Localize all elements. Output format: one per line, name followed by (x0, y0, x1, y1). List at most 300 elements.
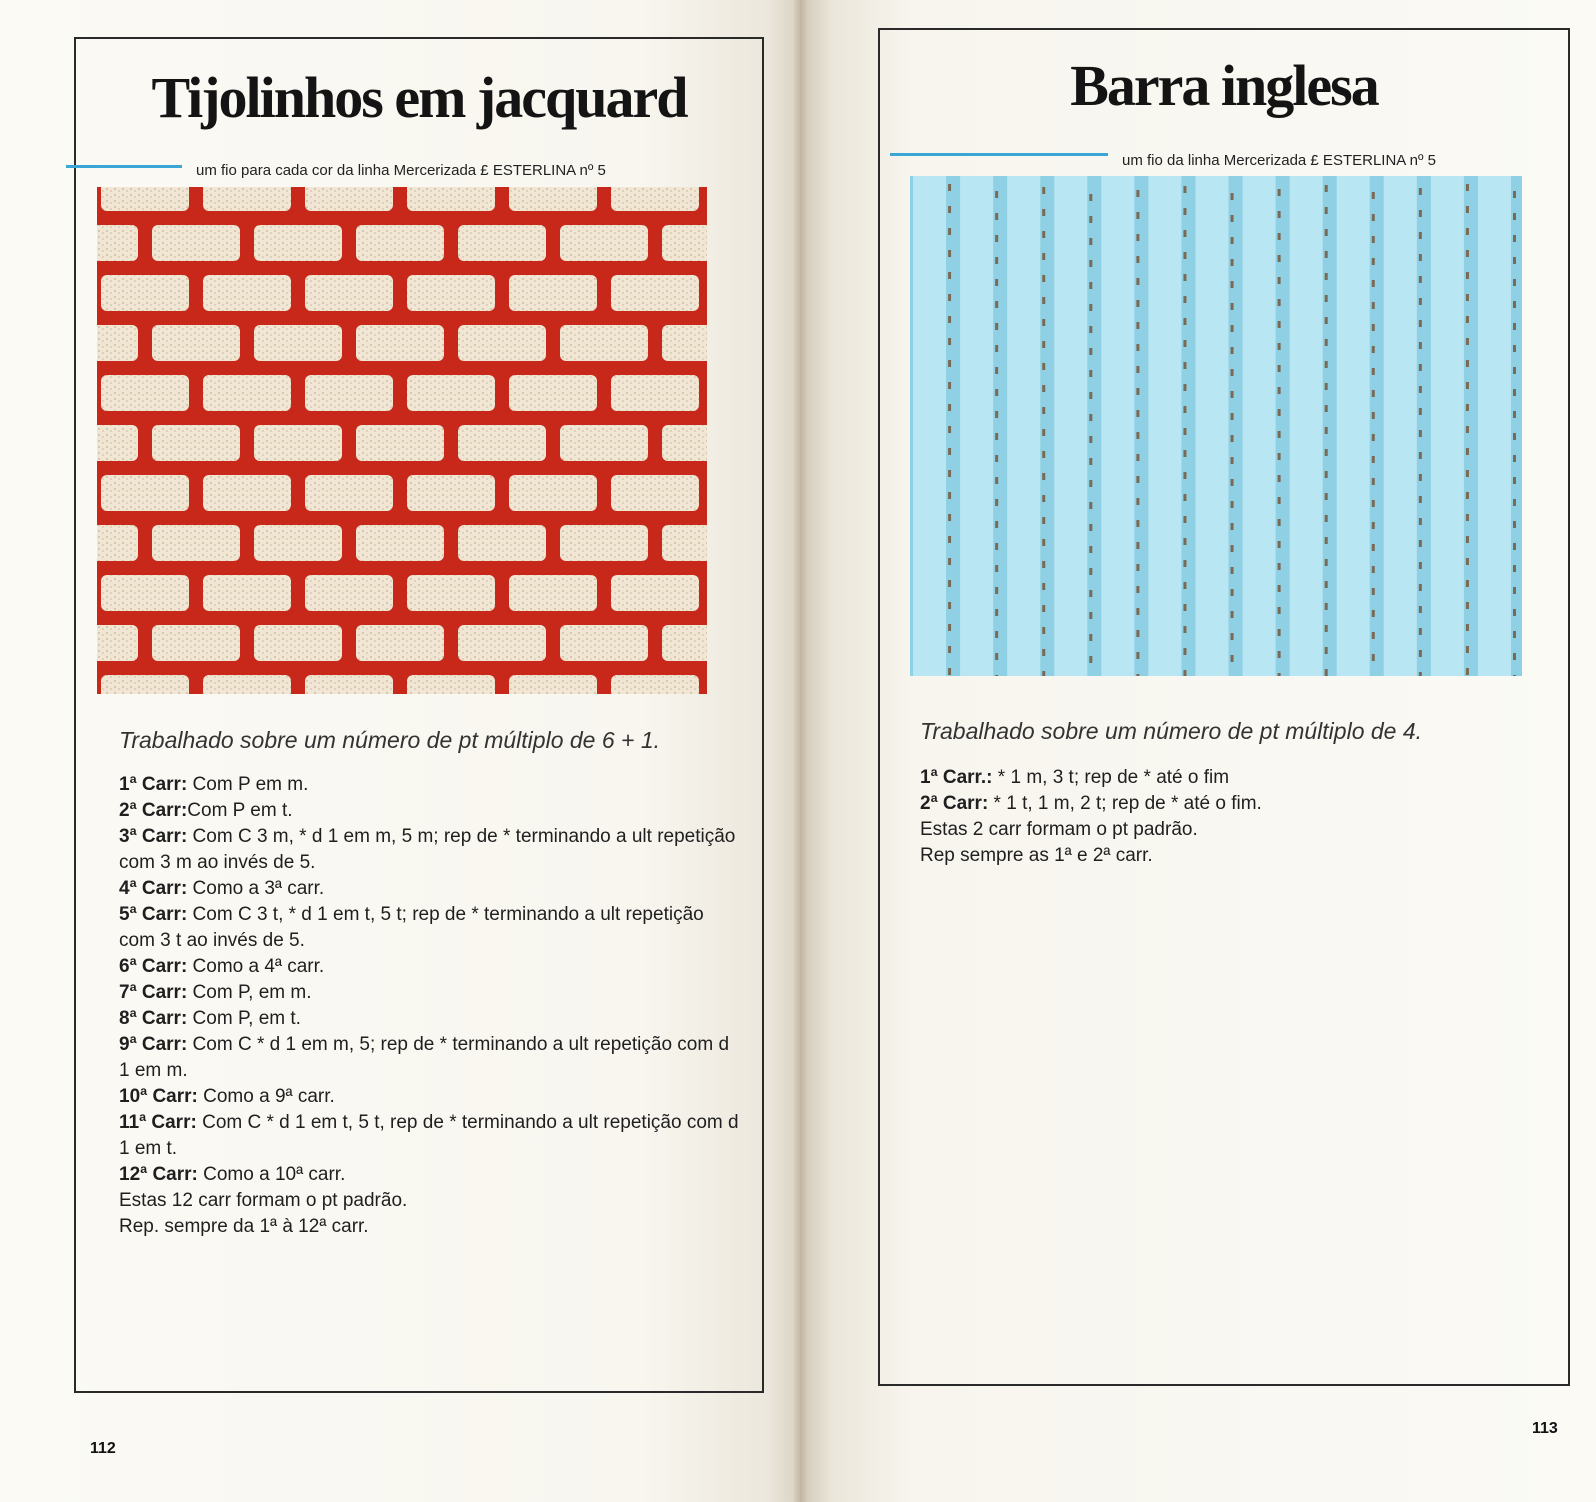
rib-column (1290, 176, 1323, 676)
brick (407, 475, 495, 511)
rib-shadow-stitch (1136, 542, 1139, 549)
rib-shadow-stitch (1089, 194, 1092, 201)
rib-shadow-stitch (1183, 516, 1186, 523)
brick (305, 475, 393, 511)
rib-shadow-stitch (1513, 323, 1516, 330)
rib-shadow-stitch (1042, 671, 1045, 676)
rib-shadow-stitch (1372, 654, 1375, 661)
rib-shadow-stitch (995, 521, 998, 528)
rib-shadow-stitch (948, 426, 951, 433)
brick (152, 325, 240, 361)
rib-shadow-stitch (1466, 602, 1469, 609)
rib-shadow-stitch (1466, 514, 1469, 521)
brick (458, 425, 546, 461)
rib-shadow-stitch (1231, 369, 1234, 376)
row-label: 2ª Carr: (119, 800, 188, 821)
rib-shadow-stitch (948, 206, 951, 213)
rib-shadow-stitch (1042, 407, 1045, 414)
rib-shadow-stitch (1419, 342, 1422, 349)
rib-shadow-stitch (1089, 326, 1092, 333)
rib-shadow-stitch (1042, 187, 1045, 194)
rib-shadow-stitch (1372, 500, 1375, 507)
rib-shadow-stitch (1089, 392, 1092, 399)
row-label: 2ª Carr: (920, 793, 989, 814)
rib-shadow-stitch (1372, 368, 1375, 375)
rib-shadow-stitch (1372, 214, 1375, 221)
brick (97, 225, 138, 261)
rib-shadow-stitch (1466, 228, 1469, 235)
rib-shadow-stitch (1513, 367, 1516, 374)
rib-shadow-stitch (1513, 587, 1516, 594)
rib-shadow-stitch (1136, 366, 1139, 373)
rib-shadow-stitch (1042, 297, 1045, 304)
rib-shadow-stitch (1278, 431, 1281, 438)
rib-column (1431, 176, 1464, 676)
row-text: Como a 10ª carr. (197, 1164, 346, 1185)
rib-shadow-stitch (1089, 348, 1092, 355)
rib-shadow-stitch (1136, 410, 1139, 417)
rib-shadow-stitch (1278, 343, 1281, 350)
instruction-row (119, 1032, 739, 1084)
rib-shadow-stitch (948, 602, 951, 609)
rib-shadow-stitch (948, 580, 951, 587)
rib-shadow-stitch (995, 323, 998, 330)
rib-shadow-stitch (1466, 426, 1469, 433)
rib-shadow-stitch (1231, 347, 1234, 354)
brick (97, 525, 138, 561)
brick (356, 225, 444, 261)
rib-shadow-stitch (1513, 257, 1516, 264)
brick (356, 625, 444, 661)
row-text: * 1 t, 1 m, 2 t; rep de * até o fim. (988, 793, 1262, 814)
rib-shadow-stitch (1325, 361, 1328, 368)
rib-shadow-stitch (995, 433, 998, 440)
rib-shadow-stitch (1183, 230, 1186, 237)
rib-shadow-stitch (1089, 370, 1092, 377)
rib-shadow-stitch (1278, 189, 1281, 196)
rib-shadow-stitch (1183, 450, 1186, 457)
rib-shadow-stitch (948, 184, 951, 191)
rib-shadow-stitch (1231, 567, 1234, 574)
rib-shadow-stitch (1466, 536, 1469, 543)
rib-shadow-stitch (995, 477, 998, 484)
rib-shadow-stitch (1136, 234, 1139, 241)
brick (305, 187, 393, 211)
instruction-row (119, 902, 739, 954)
rib-shadow-stitch (948, 624, 951, 631)
row-label: 12ª Carr: (119, 1164, 198, 1185)
rib-shadow-stitch (1042, 429, 1045, 436)
rib-shadow-stitch (1042, 517, 1045, 524)
rib-shadow-stitch (1278, 541, 1281, 548)
brick (305, 275, 393, 311)
rib-shadow-stitch (1183, 362, 1186, 369)
rib-shadow-stitch (1183, 626, 1186, 633)
brick (97, 425, 138, 461)
rib-shadow-stitch (1042, 209, 1045, 216)
brick (203, 375, 291, 411)
instruction-row (119, 1188, 739, 1214)
rib-shadow-stitch (1419, 254, 1422, 261)
rib-shadow-stitch (1466, 580, 1469, 587)
brick (203, 275, 291, 311)
right-page-number: 113 (1532, 1420, 1558, 1437)
rib-shadow-stitch (1278, 585, 1281, 592)
left-accent-line (66, 165, 182, 168)
rib-shadow-stitch (1513, 213, 1516, 220)
left-instructions-list (119, 772, 739, 1240)
rib-shadow-stitch (1278, 409, 1281, 416)
rib-shadow-stitch (1278, 497, 1281, 504)
rib-shadow-stitch (1325, 537, 1328, 544)
rib-shadow-stitch (1089, 546, 1092, 553)
rib-shadow-stitch (1372, 610, 1375, 617)
row-label: 7ª Carr: (119, 982, 188, 1003)
instruction-row (119, 1084, 739, 1110)
brick (662, 625, 707, 661)
row-text: Com C 3 t, * d 1 em t, 5 t; rep de * terminando a ult repetição com 3 t ao invés de 5. (119, 904, 704, 951)
rib-shadow-stitch (1183, 582, 1186, 589)
rib-shadow-stitch (1136, 674, 1139, 676)
rib-shadow-stitch (948, 646, 951, 653)
rib-shadow-stitch (1136, 212, 1139, 219)
brick (407, 675, 495, 694)
rib-shadow-stitch (995, 235, 998, 242)
rib-shadow-stitch (948, 338, 951, 345)
rib-shadow-stitch (1419, 672, 1422, 676)
rib-shadow-stitch (1419, 452, 1422, 459)
rib-shadow-stitch (1136, 630, 1139, 637)
rib-shadow-stitch (1513, 499, 1516, 506)
rib-shadow-stitch (1136, 432, 1139, 439)
rib-shadow-stitch (1183, 318, 1186, 325)
brick (152, 225, 240, 261)
english-rib-swatch-image (910, 176, 1522, 676)
brick (611, 575, 699, 611)
brick (407, 187, 495, 211)
rib-shadow-stitch (1466, 492, 1469, 499)
rib-shadow-stitch (1183, 252, 1186, 259)
rib-column (1148, 176, 1181, 676)
row-text: Com P em t. (187, 800, 293, 821)
row-label: 11ª Carr: (119, 1112, 197, 1133)
rib-shadow-stitch (995, 367, 998, 374)
rib-shadow-stitch (1372, 258, 1375, 265)
rib-shadow-stitch (1419, 474, 1422, 481)
rib-shadow-stitch (995, 301, 998, 308)
rib-shadow-stitch (1325, 669, 1328, 676)
right-yarn-note: um fio da linha Mercerizada £ ESTERLINA nº 5 (1122, 152, 1436, 169)
rib-shadow-stitch (1042, 275, 1045, 282)
rib-shadow-stitch (1089, 458, 1092, 465)
brick (662, 325, 707, 361)
brick (101, 275, 189, 311)
instruction-row (119, 876, 739, 902)
rib-shadow-stitch (1183, 296, 1186, 303)
rib-shadow-stitch (1278, 299, 1281, 306)
rib-shadow-stitch (1183, 384, 1186, 391)
rib-column (1384, 176, 1417, 676)
right-accent-line (890, 153, 1108, 156)
brick (611, 187, 699, 211)
rib-shadow-stitch (1136, 322, 1139, 329)
left-yarn-note: um fio para cada cor da linha Mercerizada £ ESTERLINA nº 5 (196, 162, 606, 179)
rib-shadow-stitch (995, 345, 998, 352)
rib-shadow-stitch (1183, 406, 1186, 413)
left-intro-text: Trabalhado sobre um número de pt múltiplo de 6 + 1. (119, 727, 661, 753)
rib-shadow-stitch (1419, 408, 1422, 415)
rib-shadow-stitch (1372, 412, 1375, 419)
rib-shadow-stitch (1042, 473, 1045, 480)
brick (254, 325, 342, 361)
rib-shadow-stitch (1513, 543, 1516, 550)
rib-shadow-stitch (995, 631, 998, 638)
instruction-row (119, 980, 739, 1006)
brick (509, 187, 597, 211)
rib-shadow-stitch (1466, 404, 1469, 411)
rib-shadow-stitch (1419, 298, 1422, 305)
rib-shadow-stitch (1136, 190, 1139, 197)
rib-shadow-stitch (995, 543, 998, 550)
rib-shadow-stitch (1325, 515, 1328, 522)
rib-shadow-stitch (1042, 363, 1045, 370)
rib-shadow-stitch (948, 250, 951, 257)
rib-shadow-stitch (1325, 207, 1328, 214)
brick (407, 375, 495, 411)
brick (97, 625, 138, 661)
rib-shadow-stitch (1136, 454, 1139, 461)
brick (101, 187, 189, 211)
rib-shadow-stitch (1089, 282, 1092, 289)
brick (101, 475, 189, 511)
rib-shadow-stitch (1372, 236, 1375, 243)
rib-shadow-stitch (1513, 565, 1516, 572)
row-text: Com P, em t. (187, 1008, 301, 1029)
instruction-row (119, 1006, 739, 1032)
rib-shadow-stitch (1325, 251, 1328, 258)
rib-shadow-stitch (1325, 559, 1328, 566)
brick (101, 675, 189, 694)
rib-shadow-stitch (1089, 634, 1092, 641)
rib-shadow-stitch (1089, 590, 1092, 597)
rib-shadow-stitch (1466, 624, 1469, 631)
rib-shadow-stitch (1325, 229, 1328, 236)
rib-shadow-stitch (1278, 365, 1281, 372)
rib-shadow-stitch (1325, 449, 1328, 456)
row-text: Estas 12 carr formam o pt padrão. (119, 1190, 408, 1211)
rib-shadow-stitch (1278, 277, 1281, 284)
brick (509, 475, 597, 511)
rib-shadow-stitch (948, 404, 951, 411)
rib-shadow-stitch (1325, 317, 1328, 324)
rib-shadow-stitch (1089, 260, 1092, 267)
rib-shadow-stitch (1231, 413, 1234, 420)
brick (203, 575, 291, 611)
rib-shadow-stitch (1278, 519, 1281, 526)
brick (305, 575, 393, 611)
rib-shadow-stitch (1325, 405, 1328, 412)
brick (560, 525, 648, 561)
rib-shadow-stitch (1513, 631, 1516, 638)
brick (611, 275, 699, 311)
row-text: * 1 m, 3 t; rep de * até o fim (992, 767, 1230, 788)
row-label: 10ª Carr: (119, 1086, 198, 1107)
rib-shadow-stitch (1513, 609, 1516, 616)
rib-shadow-stitch (1089, 304, 1092, 311)
rib-shadow-stitch (1089, 568, 1092, 575)
rib-shadow-stitch (1513, 521, 1516, 528)
brick (509, 375, 597, 411)
brick (509, 675, 597, 694)
rib-shadow-stitch (948, 492, 951, 499)
rib-shadow-stitch (948, 294, 951, 301)
rib-shadow-stitch (995, 609, 998, 616)
rib-shadow-stitch (1231, 281, 1234, 288)
right-page-title: Barra inglesa (1070, 53, 1378, 118)
brick (458, 225, 546, 261)
rib-shadow-stitch (1042, 495, 1045, 502)
rib-shadow-stitch (1325, 185, 1328, 192)
rib-shadow-stitch (1183, 560, 1186, 567)
brick (203, 675, 291, 694)
rib-shadow-stitch (1278, 651, 1281, 658)
rib-shadow-stitch (995, 257, 998, 264)
rib-shadow-stitch (1419, 650, 1422, 657)
rib-shadow-stitch (1136, 586, 1139, 593)
rib-shadow-stitch (1231, 611, 1234, 618)
rib-shadow-stitch (1089, 436, 1092, 443)
rib-shadow-stitch (1325, 625, 1328, 632)
rib-shadow-stitch (1513, 477, 1516, 484)
brick (305, 675, 393, 694)
rib-shadow-stitch (1325, 383, 1328, 390)
brick (560, 625, 648, 661)
rib-shadow-stitch (1325, 493, 1328, 500)
rib-shadow-stitch (1466, 470, 1469, 477)
rib-shadow-stitch (1466, 250, 1469, 257)
rib-shadow-stitch (1513, 301, 1516, 308)
rib-shadow-stitch (1089, 612, 1092, 619)
rib-shadow-stitch (995, 675, 998, 676)
rib-shadow-stitch (1325, 427, 1328, 434)
rib-shadow-stitch (1372, 192, 1375, 199)
rib-shadow-stitch (1466, 646, 1469, 653)
rib-shadow-stitch (1089, 502, 1092, 509)
rib-shadow-stitch (995, 389, 998, 396)
rib-shadow-stitch (1042, 231, 1045, 238)
rib-shadow-stitch (1136, 344, 1139, 351)
rib-shadow-stitch (1419, 584, 1422, 591)
brick (356, 425, 444, 461)
rib-shadow-stitch (1042, 385, 1045, 392)
rib-shadow-stitch (1372, 280, 1375, 287)
rib-shadow-stitch (1466, 206, 1469, 213)
rib-shadow-stitch (1231, 391, 1234, 398)
rib-shadow-stitch (1466, 338, 1469, 345)
rib-shadow-stitch (1513, 389, 1516, 396)
rib-shadow-stitch (1231, 633, 1234, 640)
rib-shadow-stitch (995, 499, 998, 506)
brick-jacquard-swatch-image (97, 187, 707, 694)
book-gutter (794, 0, 808, 1502)
rib-shadow-stitch (1136, 278, 1139, 285)
rib-shadow-stitch (1231, 545, 1234, 552)
rib-shadow-stitch (1419, 232, 1422, 239)
rib-shadow-stitch (1372, 390, 1375, 397)
rib-column (1007, 176, 1040, 676)
rib-shadow-stitch (1183, 604, 1186, 611)
row-text: Com C * d 1 em m, 5; rep de * terminando a ult repetição com d 1 em m. (119, 1034, 730, 1081)
rib-shadow-stitch (1419, 628, 1422, 635)
instruction-row (119, 798, 739, 824)
row-text: Como a 9ª carr. (197, 1086, 335, 1107)
rib-shadow-stitch (1372, 346, 1375, 353)
rib-shadow-stitch (1231, 655, 1234, 662)
rib-shadow-stitch (948, 316, 951, 323)
row-text: Como a 3ª carr. (187, 878, 325, 899)
rib-column (1054, 176, 1087, 676)
rib-shadow-stitch (1325, 339, 1328, 346)
rib-shadow-stitch (1136, 520, 1139, 527)
rib-shadow-stitch (1513, 675, 1516, 676)
rib-column (1101, 176, 1134, 676)
rib-shadow-stitch (995, 191, 998, 198)
brick (152, 425, 240, 461)
rib-shadow-stitch (1372, 566, 1375, 573)
rib-shadow-stitch (1089, 414, 1092, 421)
brick (458, 625, 546, 661)
row-label: 8ª Carr: (119, 1008, 188, 1029)
rib-shadow-stitch (1466, 184, 1469, 191)
brick (305, 375, 393, 411)
rib-shadow-stitch (1278, 255, 1281, 262)
brick (101, 375, 189, 411)
rib-shadow-stitch (1466, 668, 1469, 675)
rib-shadow-stitch (1466, 382, 1469, 389)
rib-shadow-stitch (995, 565, 998, 572)
rib-shadow-stitch (1372, 478, 1375, 485)
rib-shadow-stitch (1372, 456, 1375, 463)
rib-shadow-stitch (948, 558, 951, 565)
row-text: Com P em m. (187, 774, 309, 795)
instruction-row (119, 954, 739, 980)
rib-shadow-stitch (1325, 581, 1328, 588)
row-label: 1ª Carr: (119, 774, 188, 795)
brick (509, 275, 597, 311)
left-page-number: 112 (90, 1440, 116, 1457)
instruction-row (119, 824, 739, 876)
rib-shadow-stitch (995, 587, 998, 594)
rib-shadow-stitch (1231, 259, 1234, 266)
rib-shadow-stitch (1136, 388, 1139, 395)
rib-shadow-stitch (1136, 300, 1139, 307)
rib-shadow-stitch (1325, 295, 1328, 302)
rib-column (960, 176, 993, 676)
rib-shadow-stitch (1231, 501, 1234, 508)
rib-column (913, 176, 946, 676)
rib-shadow-stitch (995, 653, 998, 660)
rib-shadow-stitch (1372, 632, 1375, 639)
rib-shadow-stitch (1372, 522, 1375, 529)
brick (662, 225, 707, 261)
row-label: 3ª Carr: (119, 826, 188, 847)
rib-shadow-stitch (948, 470, 951, 477)
brick (97, 325, 138, 361)
rib-shadow-stitch (1278, 475, 1281, 482)
rib-shadow-stitch (1278, 629, 1281, 636)
row-text: Rep. sempre da 1ª à 12ª carr. (119, 1216, 369, 1237)
rib-shadow-stitch (1231, 193, 1234, 200)
